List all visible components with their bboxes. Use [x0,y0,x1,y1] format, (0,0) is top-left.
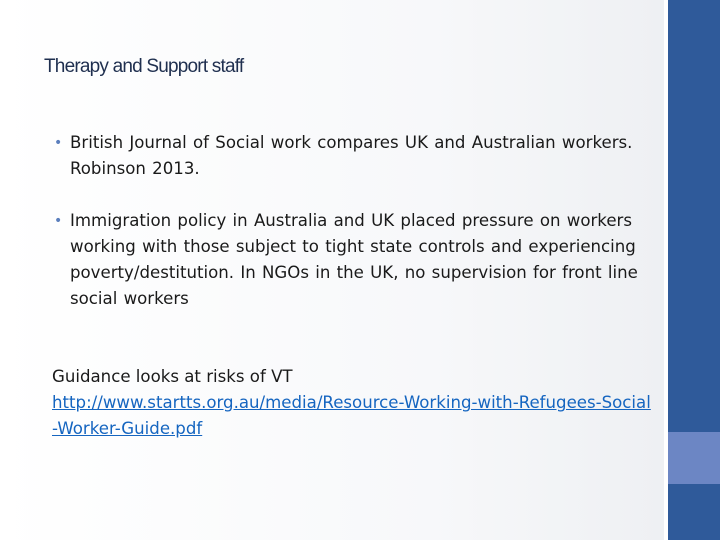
guidance-block [52,364,652,442]
bullet-item [52,208,652,312]
bullet-list [52,130,652,312]
bullet-text: Immigration policy in Australia and UK placed pressure on workers working with those subject to tight state controls and experiencing poverty/destitution. In NGOs in the UK, no supervision for front line social workers [70,211,638,308]
slide-title: Therapy and Support staff [44,56,244,77]
side-accent-block [668,432,720,484]
bullet-icon: • [54,213,63,229]
bullet-item [52,130,652,182]
guidance-link[interactable]: http://www.startts.org.au/media/Resource-Working-with-Refugees-Social-Worker-Guide.pdf [52,393,651,438]
guidance-text: Guidance looks at risks of VT [52,367,293,386]
bullet-text: British Journal of Social work compares UK and Australian workers. Robinson 2013. [70,133,633,178]
bullet-icon: • [54,135,63,151]
